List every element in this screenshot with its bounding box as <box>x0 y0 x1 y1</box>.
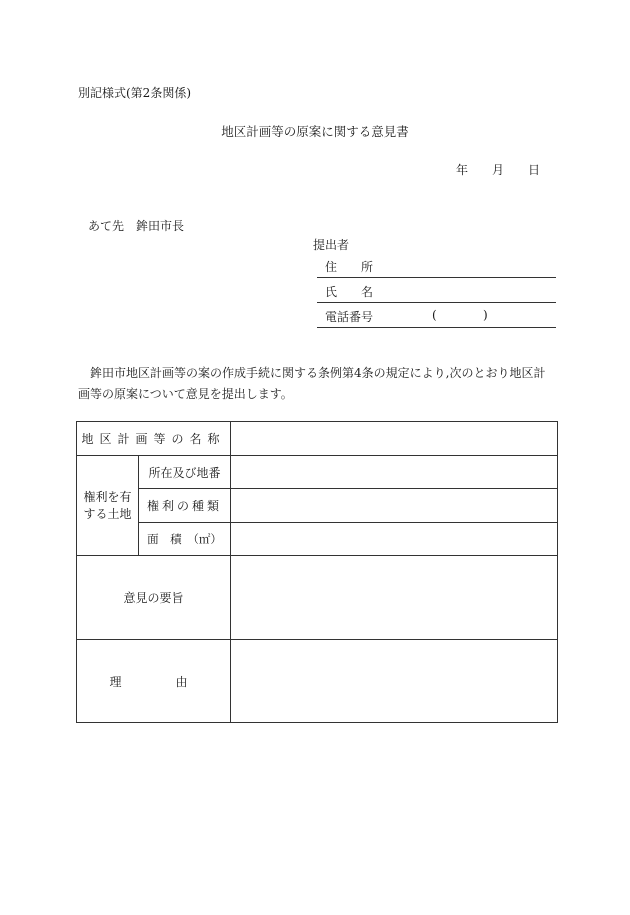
date-year: 年 <box>456 163 469 177</box>
reason-label-cell <box>77 640 231 723</box>
submitter-address-row[interactable] <box>317 253 556 278</box>
reason-label: 理 由 <box>109 674 198 689</box>
submitter-name-label: 氏 名 <box>325 285 374 299</box>
plan-name-label-cell <box>77 422 231 456</box>
document-title: 地区計画等の原案に関する意見書 <box>221 124 409 139</box>
phone-paren-open: ( <box>432 308 437 322</box>
land-group-label-cell <box>77 456 139 556</box>
area-field[interactable] <box>231 523 558 556</box>
submitter-heading: 提出者 <box>313 238 350 252</box>
location-label: 所在及び地番 <box>148 465 221 480</box>
opinion-field[interactable] <box>231 556 558 640</box>
opinion-label: 意見の要旨 <box>123 591 184 605</box>
location-label-cell <box>139 456 231 489</box>
reason-field[interactable] <box>231 640 558 723</box>
right-type-label-cell <box>139 489 231 523</box>
right-type-label: 権利の種類 <box>147 499 223 513</box>
submitter-address-label: 住 所 <box>325 260 374 274</box>
area-label: 面 積 （㎡） <box>147 532 222 546</box>
submitter-phone-label: 電話番号 <box>325 310 374 324</box>
location-field[interactable] <box>231 456 558 489</box>
phone-paren-close: ) <box>483 308 488 322</box>
body-text: 鉾田市地区計画等の案の作成手続に関する条例第4条の規定により,次のとおり地区計画等の原案について意見を提出します。 <box>78 366 546 401</box>
land-group-label: 権利を有する土地 <box>83 489 132 521</box>
submitter-name-row[interactable] <box>317 278 556 303</box>
plan-name-label: 地区計画等の名称 <box>81 432 226 446</box>
area-label-cell <box>139 523 231 556</box>
addressee: あて先 鉾田市長 <box>88 219 185 233</box>
date-month: 月 <box>492 163 505 177</box>
form-label: 別記様式(第2条関係) <box>78 86 191 100</box>
opinion-form-table <box>76 421 558 723</box>
opinion-label-cell <box>77 556 231 640</box>
plan-name-field[interactable] <box>231 422 558 456</box>
right-type-field[interactable] <box>231 489 558 523</box>
submitter-phone-row[interactable] <box>317 303 556 328</box>
date-day: 日 <box>528 163 541 177</box>
